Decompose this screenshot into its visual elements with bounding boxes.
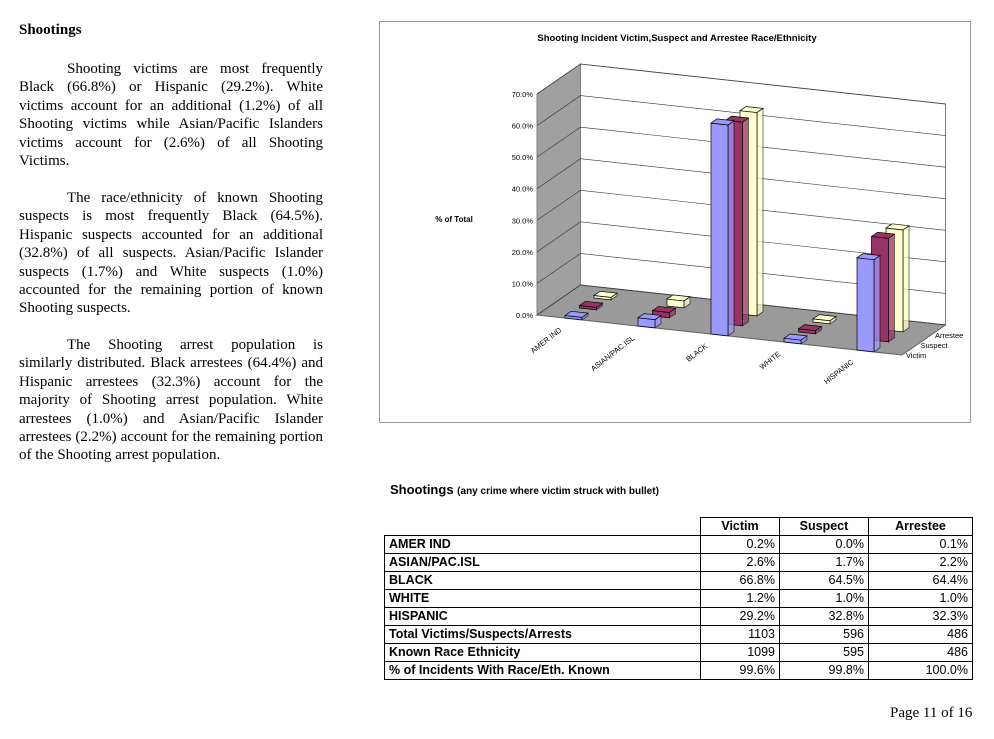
table-row bbox=[385, 644, 973, 662]
x-category-label: BLACK bbox=[684, 341, 710, 364]
table-row bbox=[385, 662, 973, 680]
section-heading: Shootings bbox=[19, 22, 82, 38]
table-row bbox=[385, 590, 973, 608]
x-category-label: ASIAN/PAC.ISL bbox=[589, 333, 637, 374]
bar-victim-white bbox=[784, 334, 807, 344]
paragraph-suspects: The race/ethnicity of known Shooting suspects is most frequently Black (64.5%). Hispanic suspects accounted for an additional (32.8%) of all suspects. Asian/Pacific Islander suspects (1.7%) and White suspects (1.0%) accounted for the remaining portion of known Shooting suspects. bbox=[19, 190, 323, 317]
page-number: Page 11 of 16 bbox=[890, 705, 973, 721]
row-label: ASIAN/PAC.ISL bbox=[385, 554, 701, 572]
y-tick-label: 20.0% bbox=[511, 247, 533, 257]
table-row bbox=[385, 608, 973, 626]
cell-arrestee: 2.2% bbox=[869, 554, 973, 572]
chart-title: Shooting Incident Victim,Suspect and Arrestee Race/Ethnicity bbox=[537, 33, 817, 44]
row-label: Known Race Ethnicity bbox=[385, 644, 701, 662]
row-label: Total Victims/Suspects/Arrests bbox=[385, 626, 701, 644]
cell-victim: 29.2% bbox=[701, 608, 780, 626]
cell-suspect: 0.0% bbox=[780, 536, 869, 554]
row-label: HISPANIC bbox=[385, 608, 701, 626]
header-suspect: Suspect bbox=[780, 518, 869, 536]
cell-victim: 1099 bbox=[701, 644, 780, 662]
cell-victim: 66.8% bbox=[701, 572, 780, 590]
cell-suspect: 32.8% bbox=[780, 608, 869, 626]
bar-victim-black bbox=[711, 119, 734, 336]
bar-victim-asian-pac-isl bbox=[638, 314, 661, 328]
depth-series-label: Arrestee bbox=[935, 331, 964, 340]
side-wall bbox=[537, 64, 581, 315]
y-tick-label: 40.0% bbox=[511, 184, 533, 194]
y-tick-label: 30.0% bbox=[511, 216, 533, 226]
table-row bbox=[385, 536, 973, 554]
y-axis-label: % of Total bbox=[435, 215, 473, 224]
table-title-main: Shootings bbox=[390, 482, 454, 497]
race-ethnicity-3d-bar-chart bbox=[380, 22, 970, 422]
cell-suspect: 1.0% bbox=[780, 590, 869, 608]
bar-victim-hispanic bbox=[857, 254, 880, 352]
depth-series-label: Suspect bbox=[920, 341, 948, 350]
table-title-subtitle: (any crime where victim struck with bullet) bbox=[457, 486, 659, 497]
cell-arrestee: 0.1% bbox=[869, 536, 973, 554]
x-category-label: AMER IND bbox=[528, 325, 564, 356]
row-label: AMER IND bbox=[385, 536, 701, 554]
shootings-table bbox=[384, 517, 973, 680]
table-row bbox=[385, 572, 973, 590]
row-label: WHITE bbox=[385, 590, 701, 608]
header-victim: Victim bbox=[701, 518, 780, 536]
depth-series-label: Victim bbox=[906, 351, 927, 360]
header-blank-cell bbox=[385, 518, 701, 536]
cell-arrestee: 486 bbox=[869, 644, 973, 662]
bar-suspect-white bbox=[799, 325, 822, 334]
row-label: % of Incidents With Race/Eth. Known bbox=[385, 662, 701, 680]
y-tick-label: 60.0% bbox=[511, 121, 533, 131]
paragraph-victims: Shooting victims are most frequently Black (66.8%) or Hispanic (29.2%). White victims account for an additional (1.2%) of all Shooting victims while Asian/Pacific Islanders victims account for (2.6%) of all Shooting Victims. bbox=[19, 61, 323, 170]
y-tick-label: 70.0% bbox=[511, 90, 533, 99]
y-tick-label: 50.0% bbox=[511, 153, 533, 163]
paragraph-arrestees: The Shooting arrest population is similarly distributed. Black arrestees (64.4%) and Hispanic arrestees (32.3%) account for the majority of Shooting arrest population. White arrestees (1.0%) and Asian/Pacific Islander arrestees (2.2%) account for the remaining portion of the Shooting arrest population. bbox=[19, 337, 323, 464]
cell-suspect: 64.5% bbox=[780, 572, 869, 590]
table-title bbox=[390, 482, 659, 497]
cell-arrestee: 64.4% bbox=[869, 572, 973, 590]
header-arrestee: Arrestee bbox=[869, 518, 973, 536]
bar-arrestee-asian-pac-isl bbox=[667, 295, 690, 308]
cell-victim: 1.2% bbox=[701, 590, 780, 608]
x-category-label: WHITE bbox=[757, 349, 783, 372]
cell-suspect: 99.8% bbox=[780, 662, 869, 680]
cell-arrestee: 486 bbox=[869, 626, 973, 644]
cell-suspect: 596 bbox=[780, 626, 869, 644]
cell-arrestee: 100.0% bbox=[869, 662, 973, 680]
y-tick-label: 0.0% bbox=[515, 311, 533, 320]
cell-suspect: 595 bbox=[780, 644, 869, 662]
table-row bbox=[385, 554, 973, 572]
y-tick-label: 10.0% bbox=[511, 279, 533, 289]
table-header-row bbox=[385, 518, 973, 536]
cell-arrestee: 32.3% bbox=[869, 608, 973, 626]
cell-victim: 1103 bbox=[701, 626, 780, 644]
row-label: BLACK bbox=[385, 572, 701, 590]
table-row bbox=[385, 626, 973, 644]
cell-victim: 99.6% bbox=[701, 662, 780, 680]
chart-frame bbox=[379, 21, 971, 423]
cell-arrestee: 1.0% bbox=[869, 590, 973, 608]
cell-victim: 2.6% bbox=[701, 554, 780, 572]
cell-victim: 0.2% bbox=[701, 536, 780, 554]
bar-arrestee-white bbox=[813, 315, 836, 324]
x-category-label: HISPANIC bbox=[822, 357, 856, 387]
cell-suspect: 1.7% bbox=[780, 554, 869, 572]
